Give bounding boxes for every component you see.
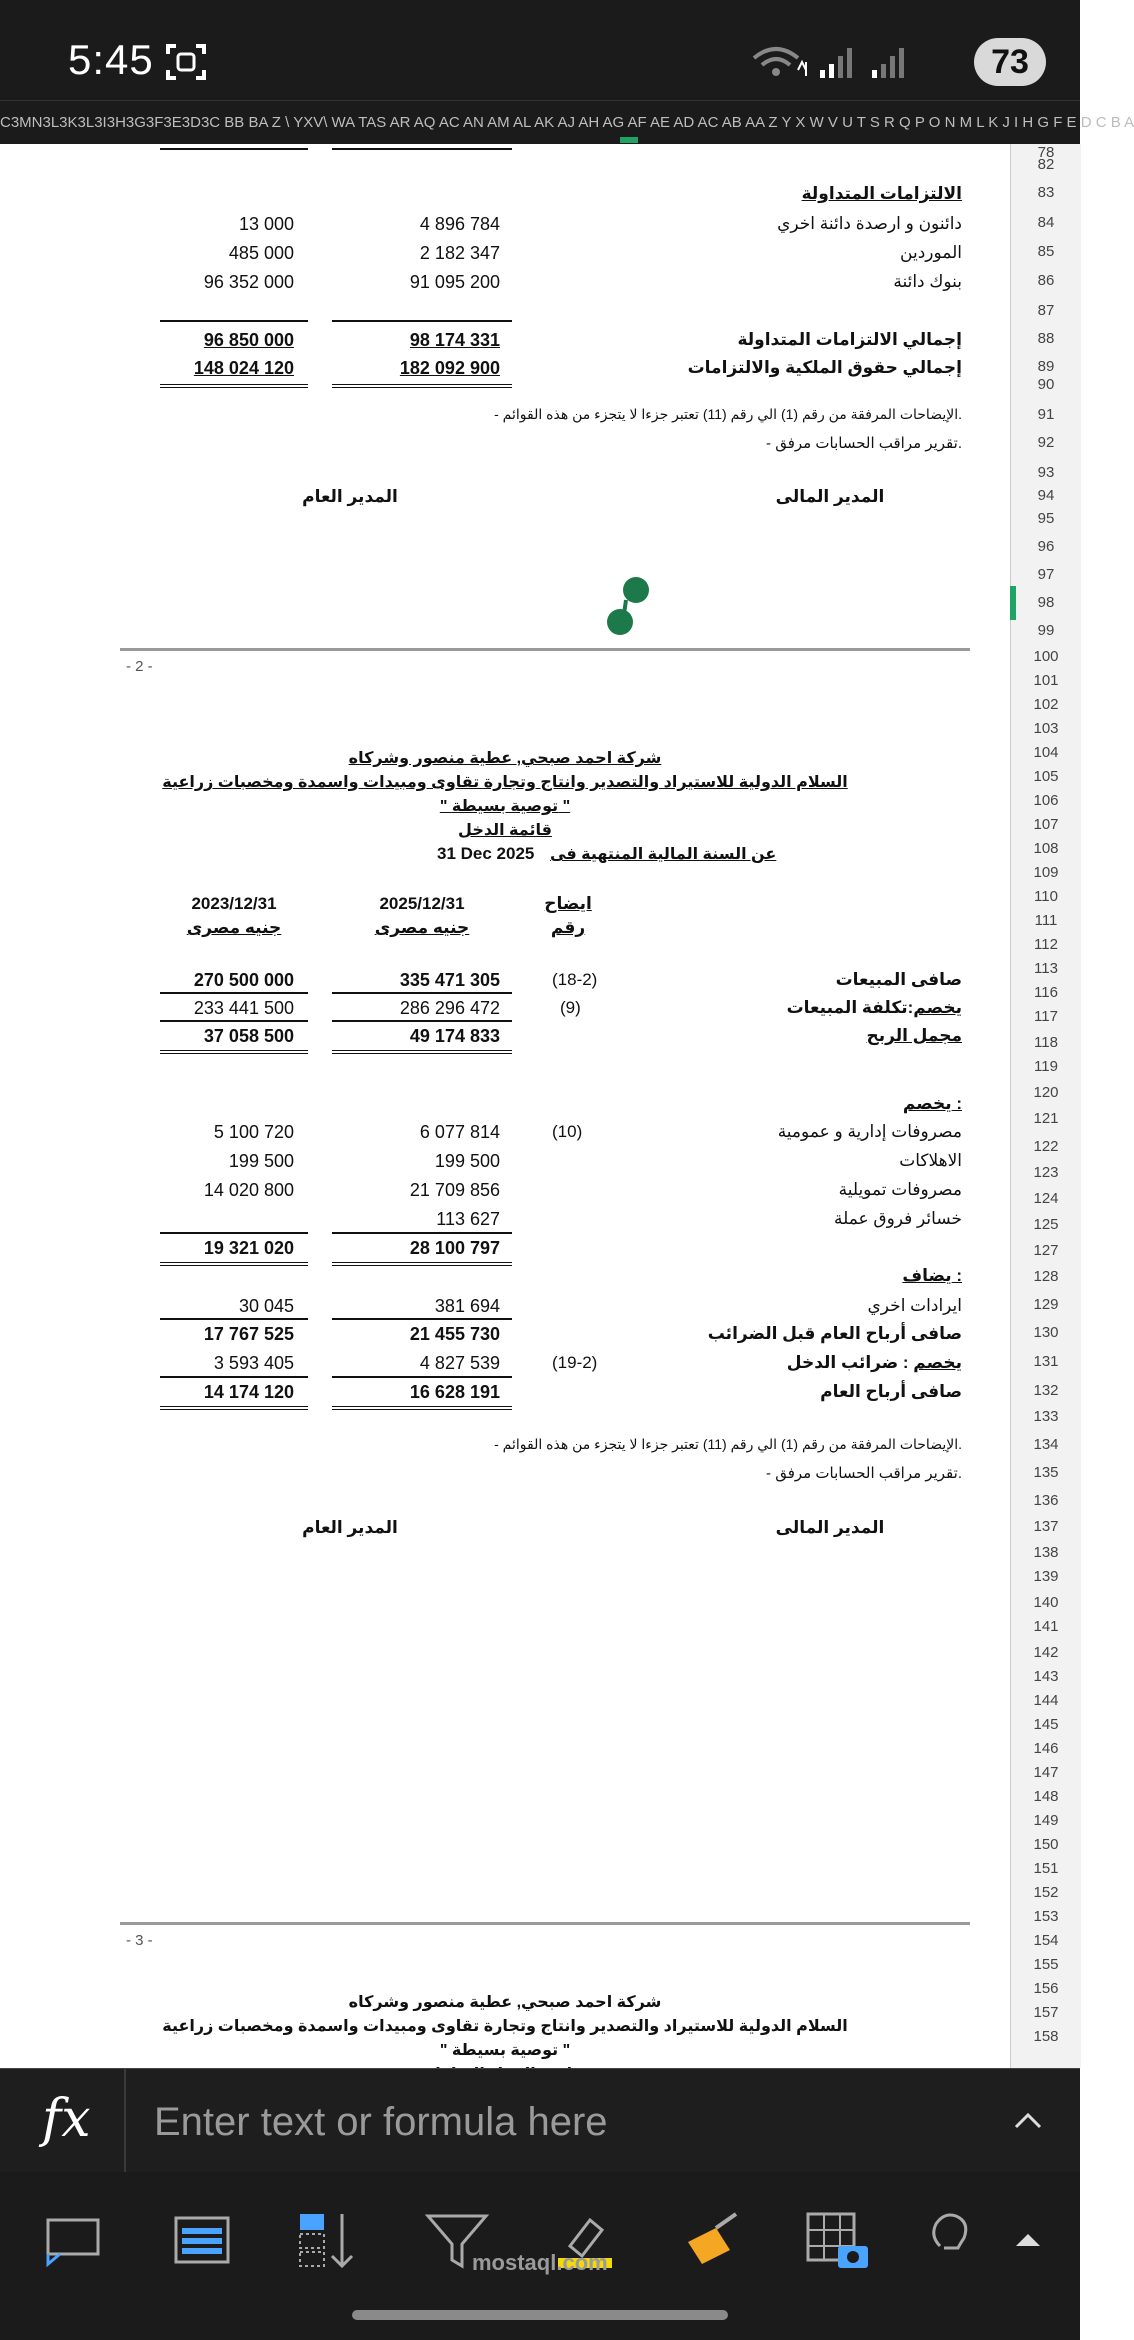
expense-cur: 113 627: [436, 1209, 500, 1229]
status-bar: [0, 0, 1080, 100]
net-profit-prev: 14 174 120: [203, 1382, 294, 1402]
row-number[interactable]: 138: [1033, 1544, 1059, 1561]
row-number[interactable]: 91: [1037, 406, 1055, 423]
other-revenue-cur: 381 694: [434, 1296, 500, 1316]
col-note-header-2: رقم: [550, 918, 586, 937]
expense-cur: 6 077 814: [419, 1122, 500, 1142]
net-sales-prev: 270 500 000: [193, 970, 294, 990]
row-number[interactable]: 88: [1037, 330, 1055, 347]
battery-indicator: 73: [974, 38, 1046, 86]
divider: [332, 148, 512, 150]
row-number[interactable]: 99: [1037, 622, 1055, 639]
divider: [332, 1020, 512, 1022]
income-tax-prev: 3 593 405: [213, 1353, 294, 1373]
value-cur: 91 095 200: [409, 272, 500, 292]
period-date: 31 Dec 2025: [437, 844, 535, 863]
row-number[interactable]: 110: [1034, 888, 1058, 905]
row-number[interactable]: 121: [1033, 1110, 1059, 1127]
income-tax-cur: 4 827 539: [419, 1353, 500, 1373]
formula-bar: [0, 2068, 1080, 2173]
row-number[interactable]: 86: [1037, 272, 1055, 289]
floating-object-icon[interactable]: [600, 574, 660, 640]
section-current-liabilities: الالتزامات المتداولة: [801, 184, 962, 203]
row-number[interactable]: 144: [1033, 1692, 1059, 1709]
total-current-liabilities-prev: 96 850 000: [203, 330, 294, 350]
row-number[interactable]: 106: [1033, 792, 1059, 809]
divider: [160, 148, 308, 150]
row-number[interactable]: 90: [1037, 376, 1055, 393]
notes-disclaimer: - الإيضاحات المرفقة من رقم (1) الي رقم (11) تعتبر جزءا لا يتجزء من هذه القوائم.: [494, 406, 962, 422]
other-revenue-label: ايرادات اخري: [867, 1296, 962, 1315]
col-current-year: 2025/12/31: [379, 894, 465, 913]
row-number[interactable]: 100: [1033, 648, 1059, 665]
statement-title: قائمة الدخل: [458, 822, 552, 839]
row-number[interactable]: 131: [1033, 1353, 1059, 1370]
divider: [332, 1318, 512, 1320]
gross-profit-prev: 37 058 500: [203, 1026, 294, 1046]
row-number[interactable]: 105: [1033, 768, 1059, 785]
expense-label: مصروفات تمويلية: [838, 1180, 962, 1199]
fx-icon[interactable]: fx: [42, 2089, 91, 2149]
income-tax-text: : ضرائب الدخل: [786, 1353, 909, 1372]
cost-of-sales-label: [787, 998, 962, 1018]
income-tax-label: [787, 1353, 962, 1373]
screenshot-icon: [166, 44, 206, 80]
row-number[interactable]: 123: [1033, 1164, 1059, 1181]
divider: [160, 1318, 308, 1320]
double-underline: [160, 1050, 308, 1054]
row-number[interactable]: 137: [1033, 1518, 1059, 1535]
row-number[interactable]: 117: [1034, 1008, 1058, 1025]
row-number[interactable]: 112: [1034, 936, 1058, 953]
company-name: شركة احمد صبحي, عطية منصور وشركاه: [348, 750, 662, 767]
double-underline: [332, 1406, 512, 1410]
row-number[interactable]: 83: [1037, 184, 1055, 201]
total-current-liabilities-label: إجمالي الالتزامات المتداولة: [737, 330, 962, 349]
page-number: - 2 -: [126, 658, 153, 675]
row-number[interactable]: 146: [1033, 1740, 1059, 1757]
double-underline: [332, 1262, 512, 1266]
profit-before-tax-prev: 17 767 525: [203, 1324, 294, 1344]
row-number[interactable]: 147: [1033, 1764, 1059, 1781]
row-number[interactable]: 129: [1033, 1296, 1059, 1313]
row-number[interactable]: 128: [1033, 1268, 1059, 1285]
period-label: عن السنة المالية المنتهية فى: [550, 846, 777, 863]
expense-label: الاهلاكات: [899, 1151, 962, 1170]
row-number[interactable]: 113: [1034, 960, 1058, 977]
row-label: الموردين: [900, 243, 962, 262]
divider: [160, 320, 308, 322]
column-letters[interactable]: C3MN3L3K3L3I3H3G3F3E3D3C BB BA Z \ YXV\ WA TAS AR AQ AC AN AM AL AK AJ AH AG AF AE AD AC AB AA Z Y X W V U T S R Q P O N M L K J I H G F E D C B A: [0, 114, 1134, 131]
insert-table-photo-icon[interactable]: [802, 2206, 872, 2276]
col-current-currency: جنيه مصرى: [374, 918, 470, 937]
cost-of-sales-note: (9): [560, 998, 581, 1017]
divider: [332, 1376, 512, 1378]
col-prev-currency: جنيه مصرى: [186, 918, 282, 937]
company-type: " توصية بسيطة ": [439, 798, 571, 815]
row-number-gutter[interactable]: [1010, 144, 1081, 2068]
formula-divider: [124, 2069, 126, 2173]
profit-before-tax-label: صافى أرباح العام قبل الضرائب: [707, 1324, 962, 1343]
divider: [160, 992, 308, 994]
cfo-signature-label: المدير المالى: [775, 487, 885, 506]
row-number[interactable]: 96: [1037, 538, 1055, 555]
expense-label: خسائر فروق عملة: [833, 1209, 962, 1228]
signal-wifi-icon: [750, 44, 940, 80]
page-number: - 3 -: [126, 1932, 153, 1949]
row-number[interactable]: 140: [1033, 1594, 1059, 1611]
row-number[interactable]: 133: [1033, 1408, 1059, 1425]
col-prev-year: 2023/12/31: [191, 894, 277, 913]
double-underline: [160, 384, 308, 388]
row-label: دائنون و ارصدة دائنة اخري: [777, 214, 962, 233]
expense-cur: 21 709 856: [409, 1180, 500, 1200]
col-note-header: ايضاح: [544, 894, 592, 913]
lightbulb-icon[interactable]: [926, 2206, 976, 2276]
add-section-title: يضاف :: [902, 1266, 962, 1285]
row-number[interactable]: 101: [1033, 672, 1059, 689]
total-current-liabilities-cur: 98 174 331: [409, 330, 500, 350]
row-number[interactable]: 78: [1037, 144, 1055, 161]
row-number[interactable]: 157: [1033, 2004, 1059, 2021]
auditor-note: - تقرير مراقب الحسابات مرفق.: [766, 1465, 962, 1482]
row-number[interactable]: 155: [1033, 1956, 1059, 1973]
value-prev: 13 000: [238, 214, 294, 234]
deduct-section-title: يخصم :: [902, 1094, 962, 1113]
gm-signature-label: المدير العام: [302, 487, 398, 506]
cfo-signature-label: المدير المالى: [775, 1518, 885, 1537]
row-number[interactable]: 148: [1033, 1788, 1059, 1805]
row-number[interactable]: 93: [1037, 464, 1055, 481]
row-number[interactable]: 134: [1033, 1436, 1059, 1453]
divider: [160, 1376, 308, 1378]
row-number[interactable]: 102: [1033, 696, 1059, 713]
divider: [332, 992, 512, 994]
row-number[interactable]: 89: [1037, 358, 1055, 375]
company-full-name: السلام الدولية للاستيراد والتصدير وانتاج وتجارة تقاوى ومبيدات واسمدة ومخصبات زراعية: [162, 2018, 848, 2035]
row-number[interactable]: 139: [1033, 1568, 1059, 1585]
row-number[interactable]: 103: [1033, 720, 1059, 737]
value-prev: 96 352 000: [203, 272, 294, 292]
company-type: " توصية بسيطة ": [439, 2042, 571, 2059]
expense-prev: 5 100 720: [213, 1122, 294, 1142]
clock-time: 5:45: [68, 36, 154, 83]
expense-label: مصروفات إدارية و عمومية: [777, 1122, 962, 1141]
total-equity-liabilities-prev: 148 024 120: [193, 358, 294, 378]
expense-cur: 199 500: [434, 1151, 500, 1171]
double-underline: [332, 1050, 512, 1054]
net-profit-cur: 16 628 191: [409, 1382, 500, 1402]
format-icon[interactable]: [168, 2206, 238, 2276]
row-number[interactable]: 95: [1037, 510, 1055, 527]
expense-prev: 14 020 800: [203, 1180, 294, 1200]
net-sales-note: (18-2): [552, 970, 598, 989]
row-number[interactable]: 145: [1033, 1716, 1059, 1733]
row-number[interactable]: 153: [1033, 1908, 1059, 1925]
row-number[interactable]: 84: [1037, 214, 1055, 231]
value-cur: 4 896 784: [419, 214, 500, 234]
net-sales-cur: 335 471 305: [399, 970, 500, 990]
row-number[interactable]: 120: [1033, 1084, 1059, 1101]
row-number[interactable]: 82: [1037, 156, 1055, 173]
row-number[interactable]: 152: [1033, 1884, 1059, 1901]
value-prev: 485 000: [228, 243, 294, 263]
row-number[interactable]: 132: [1033, 1382, 1059, 1399]
row-number[interactable]: 151: [1033, 1860, 1059, 1877]
expenses-total-cur: 28 100 797: [409, 1238, 500, 1258]
expenses-total-prev: 19 321 020: [203, 1238, 294, 1258]
cost-of-sales-text: :تكلفة المبيعات: [786, 998, 914, 1017]
chevron-up-icon[interactable]: [1010, 2103, 1046, 2139]
selected-row-marker: [1010, 586, 1016, 620]
row-number[interactable]: 116: [1034, 984, 1058, 1001]
cost-of-sales-prev: 233 441 500: [193, 998, 294, 1018]
row-number[interactable]: 119: [1034, 1058, 1058, 1075]
company-name: شركة احمد صبحي, عطية منصور وشركاه: [348, 1994, 662, 2011]
row-number[interactable]: 109: [1033, 864, 1059, 881]
expense-note: (10): [552, 1122, 583, 1141]
row-number[interactable]: 149: [1033, 1812, 1059, 1829]
sort-icon[interactable]: [296, 2206, 366, 2276]
row-number[interactable]: 118: [1034, 1034, 1058, 1051]
gross-profit-label: مجمل الربح: [866, 1026, 962, 1045]
double-underline: [160, 1262, 308, 1266]
formula-input[interactable]: [152, 2093, 976, 2151]
row-number[interactable]: 136: [1033, 1492, 1059, 1509]
row-number[interactable]: 87: [1037, 302, 1055, 319]
income-tax-note: (19-2): [552, 1353, 598, 1372]
row-number[interactable]: 92: [1037, 434, 1055, 451]
row-number[interactable]: 150: [1033, 1836, 1059, 1853]
row-number[interactable]: 85: [1037, 243, 1055, 260]
column-header-bar[interactable]: [0, 100, 1134, 145]
value-cur: 2 182 347: [419, 243, 500, 263]
notes-disclaimer: - الإيضاحات المرفقة من رقم (1) الي رقم (11) تعتبر جزءا لا يتجزء من هذه القوائم.: [494, 1436, 962, 1452]
row-number[interactable]: 107: [1033, 816, 1059, 833]
page-break: [120, 648, 970, 651]
row-number[interactable]: 154: [1033, 1932, 1059, 1949]
row-number[interactable]: 108: [1033, 840, 1059, 857]
row-number[interactable]: 104: [1033, 744, 1059, 761]
total-equity-liabilities-label: إجمالي حقوق الملكية والالتزامات: [687, 358, 962, 377]
row-number[interactable]: 135: [1033, 1464, 1059, 1481]
net-profit-label: صافى أرباح العام: [820, 1382, 962, 1401]
auditor-note: - تقرير مراقب الحسابات مرفق.: [766, 435, 962, 452]
expense-prev: 199 500: [228, 1151, 294, 1171]
expand-toolbar-icon[interactable]: [1008, 2206, 1048, 2276]
row-number[interactable]: 158: [1033, 2028, 1059, 2045]
net-sales-label: صافى المبيعات: [835, 970, 962, 989]
home-indicator[interactable]: [352, 2310, 728, 2320]
cost-of-sales-cur: 286 296 472: [399, 998, 500, 1018]
paint-brush-icon[interactable]: [676, 2206, 746, 2276]
row-number[interactable]: 127: [1033, 1242, 1059, 1259]
gm-signature-label: المدير العام: [302, 1518, 398, 1537]
divider: [332, 1232, 512, 1234]
company-full-name: السلام الدولية للاستيراد والتصدير وانتاج وتجارة تقاوى ومبيدات واسمدة ومخصبات زراعية: [162, 774, 848, 791]
row-number[interactable]: 97: [1037, 566, 1055, 583]
gross-profit-cur: 49 174 833: [409, 1026, 500, 1046]
profit-before-tax-cur: 21 455 730: [409, 1324, 500, 1344]
row-number[interactable]: 141: [1033, 1618, 1059, 1635]
double-underline: [332, 384, 512, 388]
row-label: بنوك دائنة: [893, 272, 962, 291]
comment-icon[interactable]: [40, 2206, 110, 2276]
divider: [332, 320, 512, 322]
page-break: [120, 1922, 970, 1925]
row-number[interactable]: 142: [1033, 1644, 1059, 1661]
row-number[interactable]: 122: [1033, 1138, 1059, 1155]
row-number[interactable]: 124: [1033, 1190, 1059, 1207]
row-number[interactable]: 143: [1033, 1668, 1059, 1685]
double-underline: [160, 1406, 308, 1410]
other-revenue-prev: 30 045: [238, 1296, 294, 1316]
watermark-text: mostaql.com: [472, 2250, 608, 2275]
spreadsheet-grid[interactable]: [0, 144, 1010, 2068]
row-number[interactable]: 98: [1037, 594, 1055, 611]
divider: [160, 1020, 308, 1022]
row-number[interactable]: 156: [1033, 1980, 1059, 1997]
deduct-prefix: يخصم: [913, 998, 962, 1017]
total-equity-liabilities-cur: 182 092 900: [399, 358, 500, 378]
deduct-prefix: يخصم: [913, 1353, 962, 1372]
row-number[interactable]: 111: [1034, 912, 1058, 929]
row-number[interactable]: 125: [1033, 1216, 1059, 1233]
divider: [160, 1232, 308, 1234]
selected-column-marker: [620, 137, 638, 143]
row-number[interactable]: 130: [1033, 1324, 1059, 1341]
row-number[interactable]: 94: [1037, 487, 1055, 504]
